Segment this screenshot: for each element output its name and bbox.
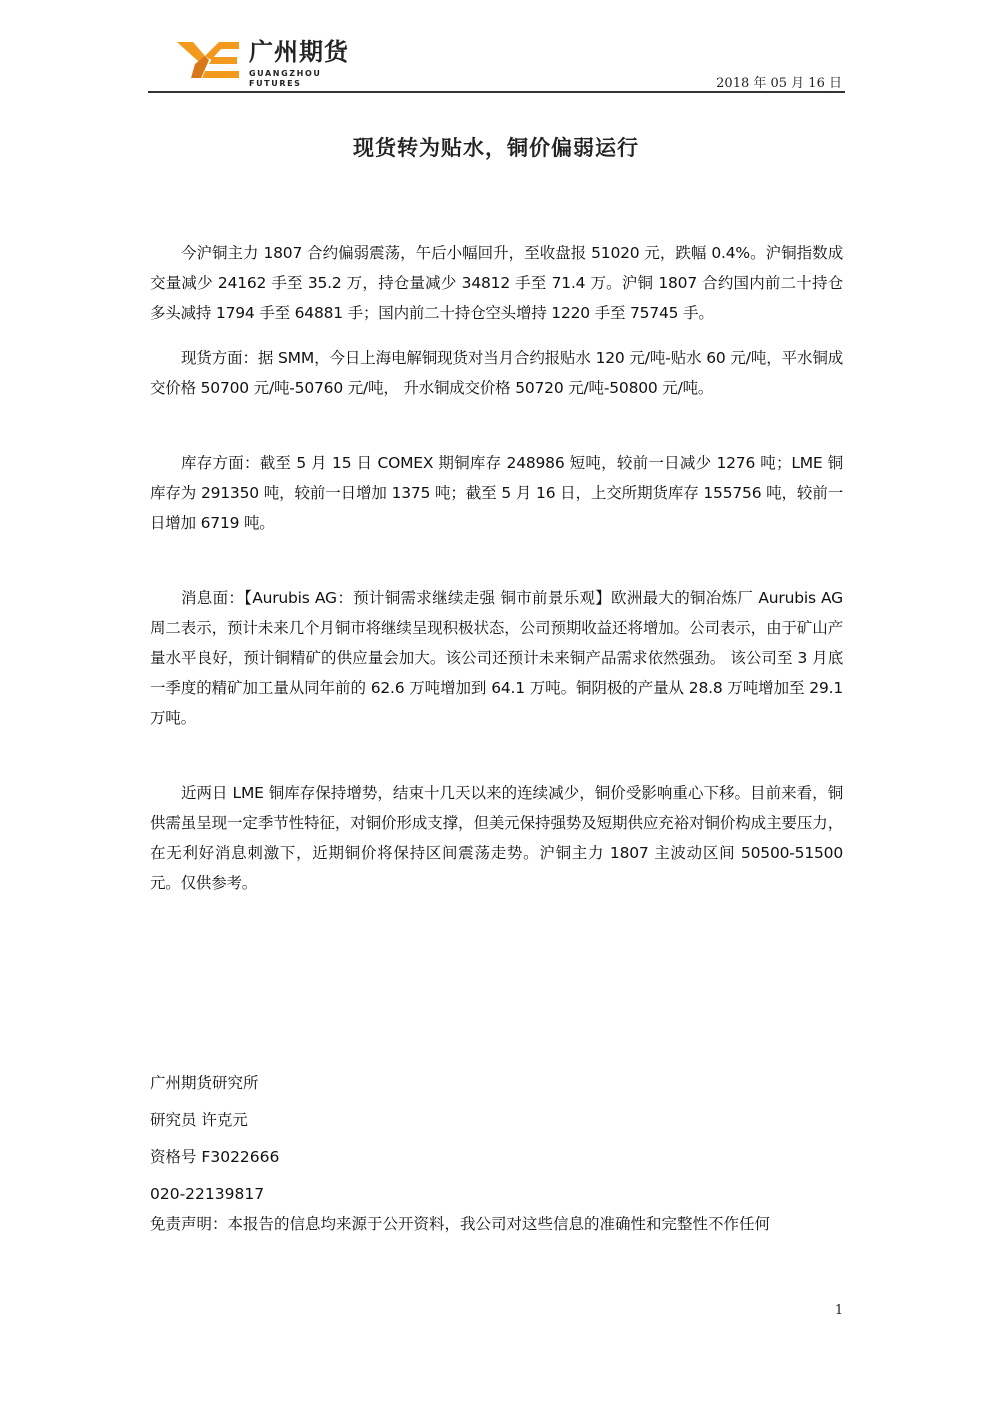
spacer xyxy=(150,328,843,343)
footer-institute: 广州期货研究所 xyxy=(150,1074,259,1092)
footer-qualification: 资格号 F3022666 xyxy=(150,1148,280,1166)
footer-phone: 020-22139817 xyxy=(150,1185,265,1203)
footer-disclaimer: 免责声明：本报告的信息均来源于公开资料，我公司对这些信息的准确性和完整性不作任何 xyxy=(150,1215,771,1233)
spacer xyxy=(150,733,843,778)
report-title: 现货转为贴水，铜价偏弱运行 xyxy=(353,136,639,160)
header-divider xyxy=(148,91,845,93)
spacer xyxy=(150,403,843,448)
report-date: 2018 年 05 月 16 日 xyxy=(716,76,842,91)
report-body xyxy=(150,238,843,898)
page-number: 1 xyxy=(834,1303,844,1318)
spacer xyxy=(150,538,843,583)
report-footer xyxy=(150,1068,843,1239)
footer-researcher: 研究员 许克元 xyxy=(150,1111,248,1129)
company-logo xyxy=(175,38,375,88)
paragraph-news: 消息面：【Aurubis AG：预计铜需求继续走强 铜市前景乐观】欧洲最大的铜冶炼厂 Aurubis AG 周二表示，预计未来几个月铜市将继续呈现积极状态，公司预期收益还将增加。公司表示，由于矿山产量水平良好，预计铜精矿的供应量会加大。该公司还预计未来铜产品需求依然强劲。 该公司至 3 月底一季度的精矿加工量从同年前的 62.6 万吨增加到 64.1 万吨。铜阴极的产量从 28.8 万吨增加至 29.1 万吨。 xyxy=(150,589,843,727)
logo-chinese-name: 广州期货 xyxy=(249,38,349,66)
paragraph-inventory: 库存方面：截至 5 月 15 日 COMEX 期铜库存 248986 短吨，较前一日减少 1276 吨；LME 铜库存为 291350 吨，较前一日增加 1375 吨；截至 5 月 16 日，上交所期货库存 155756 吨，较前一日增加 6719 吨。 xyxy=(150,454,843,532)
logo-mark-icon xyxy=(175,40,241,80)
paragraph-spot: 现货方面：据 SMM，今日上海电解铜现货对当月合约报贴水 120 元/吨-贴水 60 元/吨，平水铜成交价格 50700 元/吨-50760 元/吨， 升水铜成交价格 50720 元/吨-50800 元/吨。 xyxy=(150,349,843,397)
paragraph-market: 今沪铜主力 1807 合约偏弱震荡，午后小幅回升，至收盘报 51020 元，跌幅 0.4%。沪铜指数成交量减少 24162 手至 35.2 万，持仓量减少 34812 手至 71.4 万。沪铜 1807 合约国内前二十持仓多头减持 1794 手至 64881 手；国内前二十持仓空头增持 1220 手至 75745 手。 xyxy=(150,244,843,322)
paragraph-outlook: 近两日 LME 铜库存保持增势，结束十几天以来的连续减少，铜价受影响重心下移。目前来看，铜供需虽呈现一定季节性特征，对铜价形成支撑，但美元保持强势及短期供应充裕对铜价构成主要压力，在无利好消息刺激下，近期铜价将保持区间震荡走势。沪铜主力 1807 主波动区间 50500-51500 元。仅供参考。 xyxy=(150,784,843,892)
logo-english-name: GUANGZHOU FUTURES xyxy=(249,69,322,88)
